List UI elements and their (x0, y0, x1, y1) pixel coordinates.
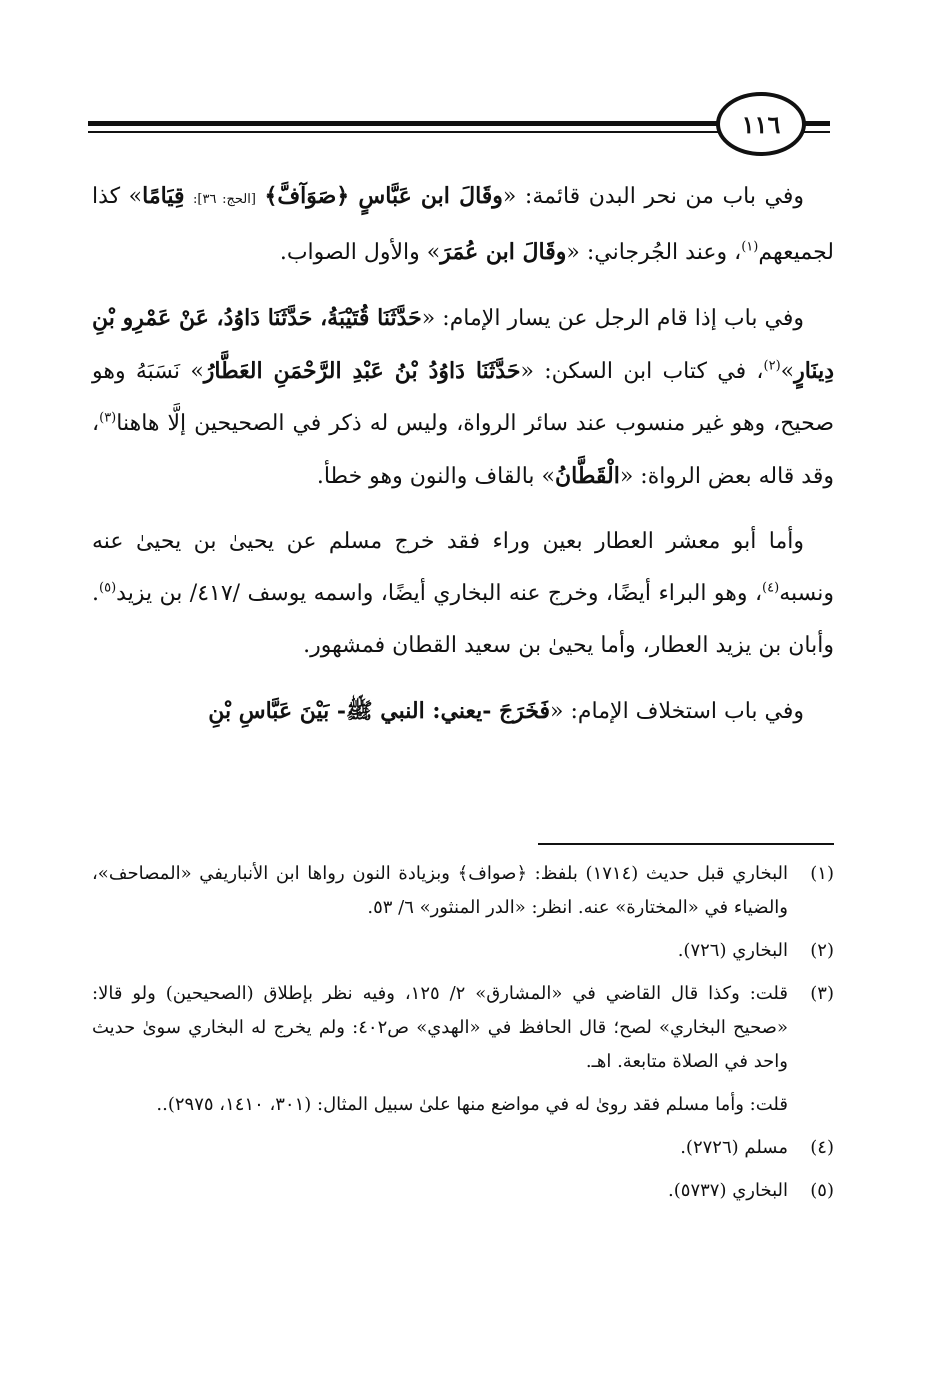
footnote-number: (٣) (810, 983, 834, 1004)
p1-quote-1: وقَالَ ابن عَبَّاسٍ ﴿صَوَآفَّ﴾ (264, 183, 503, 209)
header-rule-thick (88, 121, 748, 126)
p1-text-4: » والأول الصواب. (279, 240, 441, 265)
p2-text-2: » (780, 359, 795, 384)
paragraph-3 (92, 516, 834, 672)
p4-text-1: وفي باب استخلاف الإمام: « (550, 699, 804, 724)
footnote-ref-5: (٥) (99, 580, 117, 596)
page-number: ١١٦ (716, 92, 806, 156)
footnote-1 (92, 857, 834, 925)
p1-quran-ref: [الحج: ٣٦]: (193, 192, 256, 207)
p3-text-3: . وأبان بن يزيد العطار، وأما يحيىٰ بن سعيد القطان فمشهور. (92, 581, 834, 658)
footnote-text: قلت: وأما مسلم فقد روىٰ له في مواضع منها علىٰ سبيل المثال: (٣٠١، ١٤١٠، ٢٩٧٥).. (156, 1094, 788, 1115)
footnote-text: قلت: وكذا قال القاضي في «المشارق» ٢/ ١٢٥، وفيه نظر بإطلاق (الصحيحين) ولو قالا: «صحيح البخاري» لصح؛ قال الحافظ في «الهدي» ص٤٠٢: ولم يخرج له البخاري سوىٰ حديث واحد في الصلاة متابعة. اهـ. (92, 983, 788, 1072)
paragraph-2 (92, 292, 834, 503)
footnote-2 (92, 934, 834, 968)
footnote-ref-1: (١) (741, 239, 759, 255)
footnote-text: مسلم (٢٧٢٦). (680, 1137, 788, 1158)
footnotes (92, 857, 834, 1217)
footnote-number: (٢) (810, 940, 834, 961)
p1-text-2: » كذا لجميعهم (92, 184, 834, 265)
footnote-text: البخاري (٧٢٦). (677, 940, 788, 961)
footnote-number: (٤) (810, 1137, 834, 1158)
p2-text-3: ، في كتاب ابن السكن: « (520, 359, 764, 384)
p3-text-1: وأما أبو معشر العطار بعين وراء فقد خرج مسلم عن يحيىٰ بن يحيىٰ عنه ونسبه (92, 529, 834, 606)
footnote-number: (٥) (810, 1180, 834, 1201)
footnote-3 (92, 977, 834, 1079)
p2-quote-1: حَدَّثَنَا قُتَيْبَةُ، حَدَّثَنَا دَاوُدُ، عَنْ عَمْرِو بْنِ دِينَارٍ (92, 305, 834, 384)
p1-quote-3: وقَالَ ابن عُمَرَ (440, 239, 567, 265)
footnote-separator (538, 843, 834, 845)
footnote-number: (١) (810, 863, 834, 884)
footnote-text: البخاري قبل حديث (١٧١٤) بلفظ: ﴿صواف﴾ وبزيادة النون رواها ابن الأنباريفي «المصاحف»، والضياء في «المختارة» عنه. انظر: «الدر المنثور» ٦/ ٥٣. (92, 863, 788, 918)
footnote-ref-2: (٢) (763, 358, 781, 374)
p4-quote-1: فَخَرَجَ -يعني: النبي ﷺ- بَيْنَ عَبَّاسِ بْنِ (208, 698, 551, 724)
p1-quote-2: قِيَامًا (142, 183, 185, 209)
paragraph-4 (92, 685, 834, 738)
footnote-ref-3: (٣) (99, 410, 117, 426)
p2-quote-2: حَدَّثَنَا دَاوُدُ بْنُ عَبْدِ الرَّحْمَنِ العَطَّارُ (203, 358, 521, 384)
p2-text-5: ، وقد قاله بعض الرواة: « (92, 411, 834, 489)
p2-text-4: » نَسَبَهُ وهو صحيح، وهو غير منسوب عند سائر الرواة، وليس له ذكر في الصحيحين إلَّا هاهنا (92, 359, 834, 436)
footnote-3-continued (92, 1088, 834, 1122)
p2-quote-3: الْقَطَّانُ (554, 463, 620, 489)
page-header (0, 0, 943, 170)
p2-text-1: وفي باب إذا قام الرجل عن يسار الإمام: « (421, 306, 804, 331)
footnote-4 (92, 1131, 834, 1165)
p1-text-1: وفي باب من نحر البدن قائمة: « (502, 184, 804, 209)
paragraph-1 (92, 170, 834, 279)
p3-text-2: ، وهو البراء أيضًا، وخرج عنه البخاري أيضًا، واسمه يوسف /٤١٧/ بن يزيد (116, 581, 763, 606)
footnote-text: البخاري (٥٧٣٧). (668, 1180, 788, 1201)
header-rule-thin (88, 131, 748, 133)
main-text (92, 170, 834, 751)
p1-text-3: ، وعند الجُرجاني: « (566, 240, 742, 265)
p2-text-6: » بالقاف والنون وهو خطأ. (316, 464, 555, 489)
footnote-5 (92, 1174, 834, 1208)
footnote-number (788, 1088, 834, 1122)
footnote-ref-4: (٤) (762, 580, 780, 596)
